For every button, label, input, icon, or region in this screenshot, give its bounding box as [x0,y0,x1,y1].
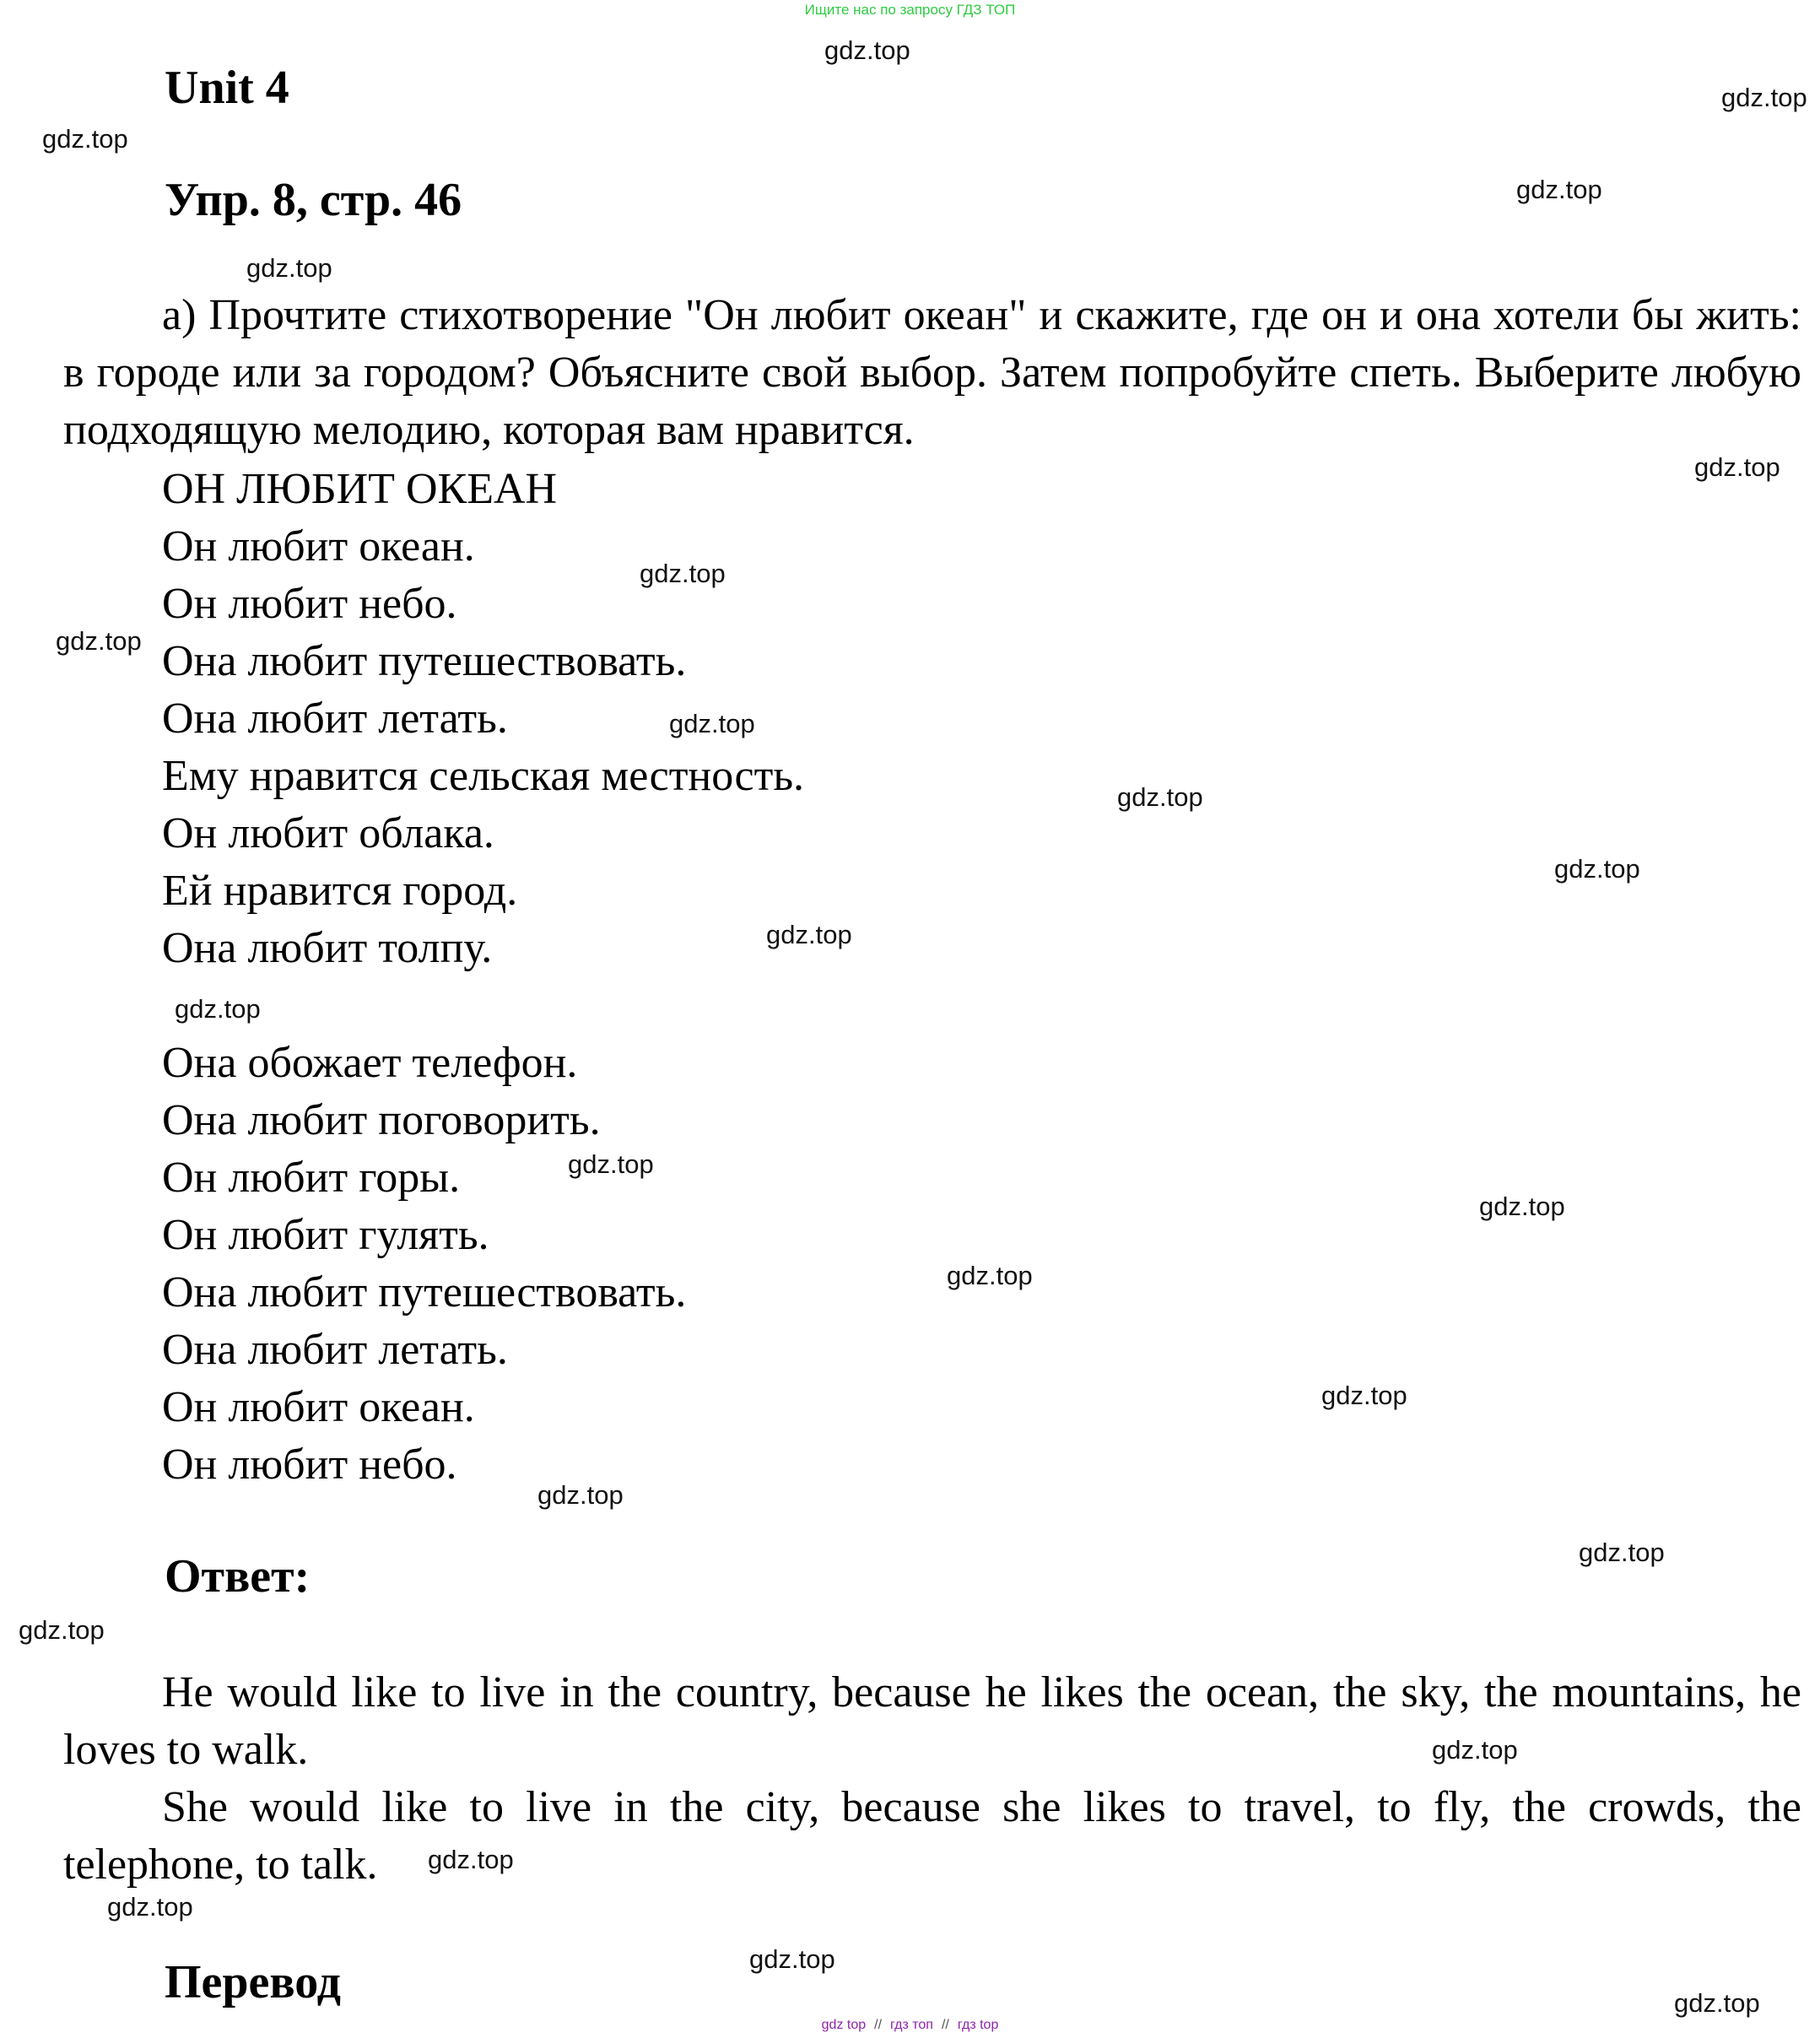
poem-line: Он любит океан. [162,522,475,570]
unit-title: Unit 4 [165,62,289,114]
watermark: gdz.top [19,1615,105,1645]
separator: // [874,2018,883,2032]
bottom-link[interactable]: gdz top [821,2018,867,2032]
watermark: gdz.top [1432,1735,1518,1765]
watermark: gdz.top [669,709,755,738]
bottom-link[interactable]: гдз топ [890,2018,933,2032]
watermark: gdz.top [1321,1381,1407,1410]
watermark: gdz.top [428,1845,514,1874]
watermark: gdz.top [568,1149,654,1179]
watermark: gdz.top [1516,175,1602,204]
answer-heading: Ответ: [165,1550,311,1603]
watermark: gdz.top [640,559,726,588]
bottom-banner [0,2017,1820,2034]
poem-title: ОН ЛЮБИТ ОКЕАН [162,465,558,513]
poem-line: Он любит горы. [162,1154,461,1202]
watermark: gdz.top [1579,1538,1665,1567]
poem-line: Она любит путешествовать. [162,637,687,685]
translation-heading: Перевод [165,1956,341,2008]
poem-line: Она любит толпу. [162,924,493,972]
poem-line: Он любит облака. [162,809,494,857]
poem-line: Она любит летать. [162,695,508,743]
answer-paragraph: He would like to live in the country, because he likes the ocean, the sky, the mountains, he loves to walk. [63,1668,1801,1774]
watermark: gdz.top [1479,1192,1565,1221]
watermark: gdz.top [1117,782,1203,812]
watermark: gdz.top [749,1944,835,1974]
poem-line: Он любит океан. [162,1383,475,1431]
watermark: gdz.top [1721,83,1807,112]
poem-line: Он любит небо. [162,1441,457,1489]
task-text: а) Прочтите стихотворение "Он любит океан" и скажите, где он и она хотели бы жить: в городе или за городом? Объясните свой выбор. Затем попробуйте спеть. Выберите любую подходящую мелодию, которая вам нравится. [63,291,1801,454]
poem-line: Ей нравится город. [162,867,518,915]
watermark: gdz.top [107,1892,193,1922]
watermark: gdz.top [824,35,910,65]
poem-line: Она обожает телефон. [162,1039,578,1087]
bottom-link[interactable]: гдз top [957,2018,999,2032]
watermark: gdz.top [246,253,332,283]
poem-line: Она любит путешествовать. [162,1268,687,1316]
watermark: gdz.top [56,626,142,656]
watermark: gdz.top [1694,452,1780,482]
poem-line: Она любит поговорить. [162,1096,601,1144]
watermark: gdz.top [537,1480,624,1510]
watermark: gdz.top [1554,854,1640,884]
watermark: gdz.top [42,124,128,154]
answer-paragraph: She would like to live in the city, because she likes to travel, to fly, the crowds, the telephone, to talk. [63,1783,1801,1889]
watermark: gdz.top [766,920,852,949]
watermark: gdz.top [947,1261,1033,1290]
poem-line: Она любит летать. [162,1326,508,1374]
poem-line: Он любит небо. [162,580,457,628]
poem-line: Ему нравится сельская местность. [162,752,805,800]
separator: // [941,2018,949,2032]
exercise-title: Упр. 8, стр. 46 [165,174,462,226]
poem-line: Он любит гулять. [162,1211,489,1259]
top-banner[interactable]: Ищите нас по запросу ГДЗ ТОП [804,2,1016,18]
watermark: gdz.top [1674,1988,1760,2018]
watermark: gdz.top [175,994,261,1024]
